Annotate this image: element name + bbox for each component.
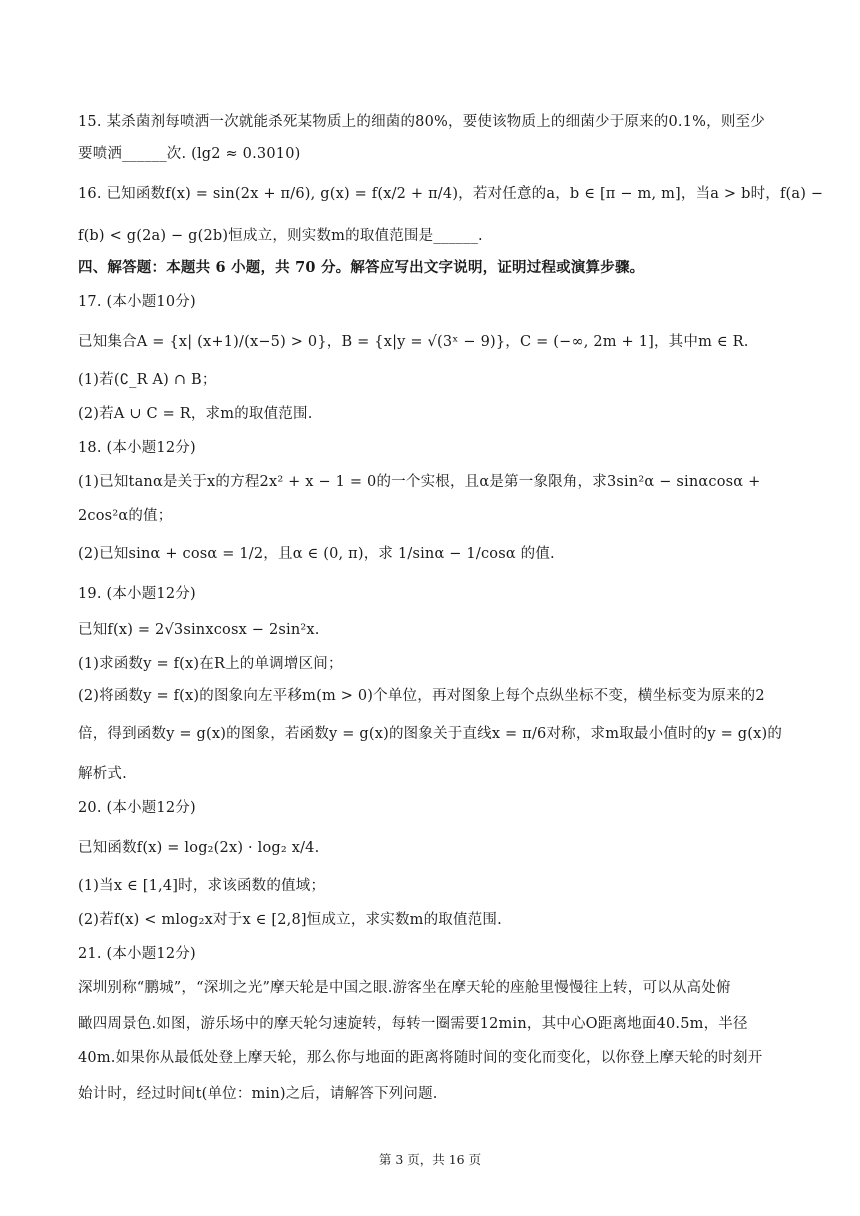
q21-header: 21. (本小题12分) (78, 946, 196, 962)
q19-part-2-line-2: 倍，得到函数y = g(x)的图象，若函数y = g(x)的图象关于直线x = π/6对称，求m取最小值时的y = g(x)的 (78, 726, 783, 742)
section-heading: 四、解答题：本题共 6 小题，共 70 分。解答应写出文字说明，证明过程或演算步骤。 (78, 259, 645, 276)
q19-part-1: (1)求函数y = f(x)在R上的单调增区间； (78, 656, 343, 672)
q18-part-1-line-2: 2cos²α的值； (78, 508, 173, 524)
q21-text-line-2: 瞰四周景色.如图，游乐场中的摩天轮匀速旋转，每转一圈需要12min，其中心O距离地面40.5m，半径 (78, 1016, 748, 1032)
q18-header: 18. (本小题12分) (78, 440, 196, 456)
q20-stem: 已知函数f(x) = log₂(2x) · log₂ x/4. (78, 840, 320, 856)
q20-part-1: (1)当x ∈ [1,4]时，求该函数的值域； (78, 878, 326, 894)
q21-text-line-4: 始计时，经过时间t(单位：min)之后，请解答下列问题. (78, 1086, 438, 1102)
q19-header: 19. (本小题12分) (78, 586, 196, 602)
q19-stem: 已知f(x) = 2√3sinxcosx − 2sin²x. (78, 622, 320, 638)
q20-part-2: (2)若f(x) < mlog₂x对于x ∈ [2,8]恒成立，求实数m的取值范围. (78, 912, 502, 928)
q17-stem: 已知集合A = {x| (x+1)/(x−5) > 0}，B = {x|y = √(3ˣ − 9)}，C = (−∞, 2m + 1]，其中m ∈ R. (78, 334, 749, 350)
q15-line-2: 要喷洒______次. (lg2 ≈ 0.3010) (78, 146, 301, 162)
q19-part-2-line-1: (2)将函数y = f(x)的图象向左平移m(m > 0)个单位，再对图象上每个点纵坐标不变，横坐标变为原来的2 (78, 688, 765, 704)
q17-part-2: (2)若A ∪ C = R，求m的取值范围. (78, 406, 313, 422)
q16-line-2: f(b) < g(2a) − g(2b)恒成立，则实数m的取值范围是______. (78, 228, 483, 244)
q18-part-2: (2)已知sinα + cosα = 1/2，且α ∈ (0, π)，求 1/sinα − 1/cosα 的值. (78, 546, 555, 562)
q17-header: 17. (本小题10分) (78, 294, 196, 310)
q16-line-1: 16. 已知函数f(x) = sin(2x + π/6), g(x) = f(x/2 + π/4)，若对任意的a，b ∈ [π − m, m]，当a > b时，f(a) − (78, 186, 824, 202)
q15-line-1: 15. 某杀菌剂每喷洒一次就能杀死某物质上的细菌的80%，要使该物质上的细菌少于原来的0.1%，则至少 (78, 114, 765, 130)
q21-text-line-1: 深圳别称“鹏城”，“深圳之光”摩天轮是中国之眼.游客坐在摩天轮的座舱里慢慢往上转，可以从高处俯 (78, 980, 731, 996)
page-footer: 第 3 页，共 16 页 (378, 1152, 482, 1167)
q20-header: 20. (本小题12分) (78, 800, 196, 816)
q19-part-2-line-3: 解析式. (78, 766, 127, 782)
q18-part-1-line-1: (1)已知tanα是关于x的方程2x² + x − 1 = 0的一个实根，且α是第一象限角，求3sin²α − sinαcosα + (78, 474, 761, 490)
q21-text-line-3: 40m.如果你从最低处登上摩天轮，那么你与地面的距离将随时间的变化而变化，以你登上摩天轮的时刻开 (78, 1050, 763, 1066)
q17-part-1: (1)若(∁_R A) ∩ B； (78, 372, 217, 388)
